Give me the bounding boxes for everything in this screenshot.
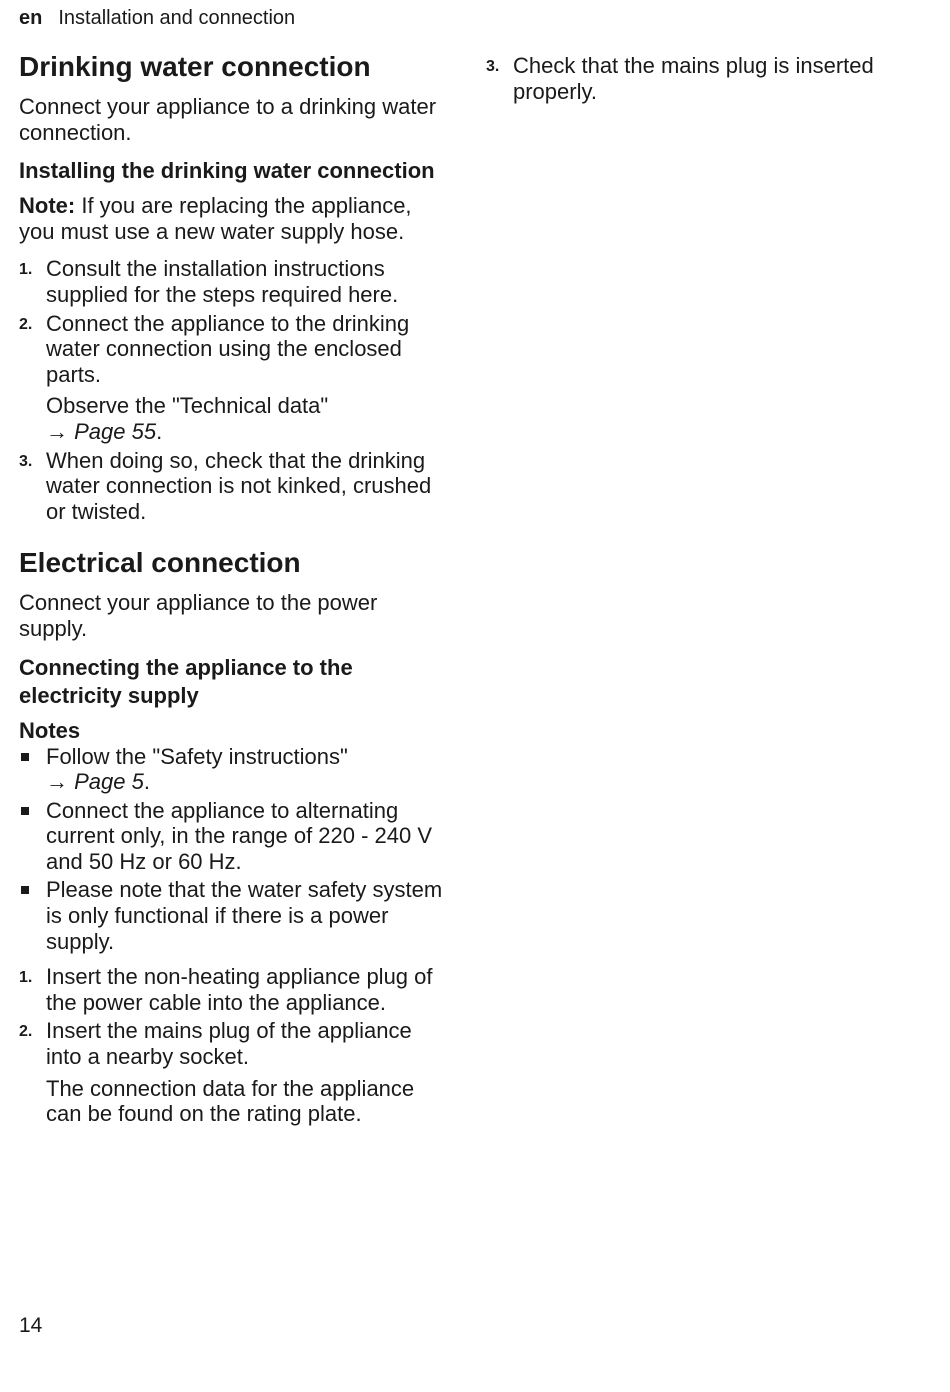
square-bullet-icon <box>21 807 29 815</box>
left-column <box>19 50 444 1137</box>
step-subtext: The connection data for the appliance can be found on the rating plate. <box>46 1075 415 1127</box>
notes-heading: Notes <box>19 717 81 743</box>
page-reference-link[interactable]: Page 55 <box>74 418 157 444</box>
note-item-text: Follow the "Safety instructions" <box>46 743 348 769</box>
water-section-title: Drinking water connection <box>19 51 371 82</box>
note-item-text: Connect the appliance to alternating current only, in the range of 220 - 240 V and 50 Hz or 60 Hz. <box>46 797 433 874</box>
step-number: 3. <box>486 58 500 75</box>
square-bullet-icon <box>21 886 29 894</box>
electrical-notes <box>19 744 444 955</box>
section-title: Installation and connection <box>58 7 296 29</box>
water-intro: Connect your appliance to a drinking water connection. <box>19 94 437 145</box>
electrical-section-title: Electrical connection <box>19 547 301 579</box>
right-column <box>486 53 916 114</box>
note-item-1 <box>19 744 444 795</box>
square-bullet-icon <box>21 753 29 761</box>
page-reference-link[interactable]: Page 5 <box>74 769 144 795</box>
step-text: Consult the installation instructions supplied for the steps required here. <box>46 256 399 307</box>
step-text: Connect the appliance to the drinking water connection using the enclosed parts. <box>46 310 410 387</box>
electrical-step-2 <box>19 1018 444 1126</box>
step-subtext <box>46 393 444 444</box>
note-item-2 <box>19 798 444 875</box>
ref-end: . <box>156 418 163 444</box>
electrical-steps <box>19 964 444 1127</box>
note-label: Note: <box>19 193 76 219</box>
water-step-2 <box>19 311 444 445</box>
step-number: 2. <box>19 1023 33 1041</box>
water-note <box>19 193 444 244</box>
step-text: Check that the mains plug is inserted properly. <box>513 53 874 104</box>
arrow-right-icon: → <box>46 418 68 444</box>
language-code: en <box>19 7 43 29</box>
ref-end: . <box>143 769 150 795</box>
water-step-1 <box>19 256 444 307</box>
step-number: 3. <box>19 452 33 470</box>
electrical-step-3 <box>486 53 916 104</box>
arrow-right-icon: → <box>46 769 68 795</box>
water-steps <box>19 256 444 524</box>
step-text: Insert the mains plug of the appliance into a nearby socket. <box>46 1018 412 1070</box>
step-number: 1. <box>19 261 33 279</box>
water-subtitle: Installing the drinking water connection <box>19 158 435 184</box>
step-text: Insert the non-heating appliance plug of the power cable into the appliance. <box>46 964 433 1015</box>
step-number: 1. <box>19 969 33 987</box>
note-text: If you are replacing the appliance, you must use a new water supply hose. <box>19 193 412 244</box>
subtext-body: Observe the "Technical data" <box>46 393 329 419</box>
electrical-step-1 <box>19 964 444 1015</box>
water-step-3 <box>19 448 444 525</box>
note-item-text: Please note that the water safety system is only functional if there is a power supply. <box>46 877 443 954</box>
electrical-intro: Connect your appliance to the power supply. <box>19 590 378 641</box>
note-item-3 <box>19 877 444 954</box>
page-header <box>19 6 295 30</box>
electrical-subtitle: Connecting the appliance to the electricity supply <box>19 654 353 708</box>
step-number: 2. <box>19 315 33 333</box>
electrical-steps-continued <box>486 53 916 104</box>
page-number: 14 <box>19 1314 43 1337</box>
step-text: When doing so, check that the drinking water connection is not kinked, crushed or twisted. <box>46 447 432 524</box>
